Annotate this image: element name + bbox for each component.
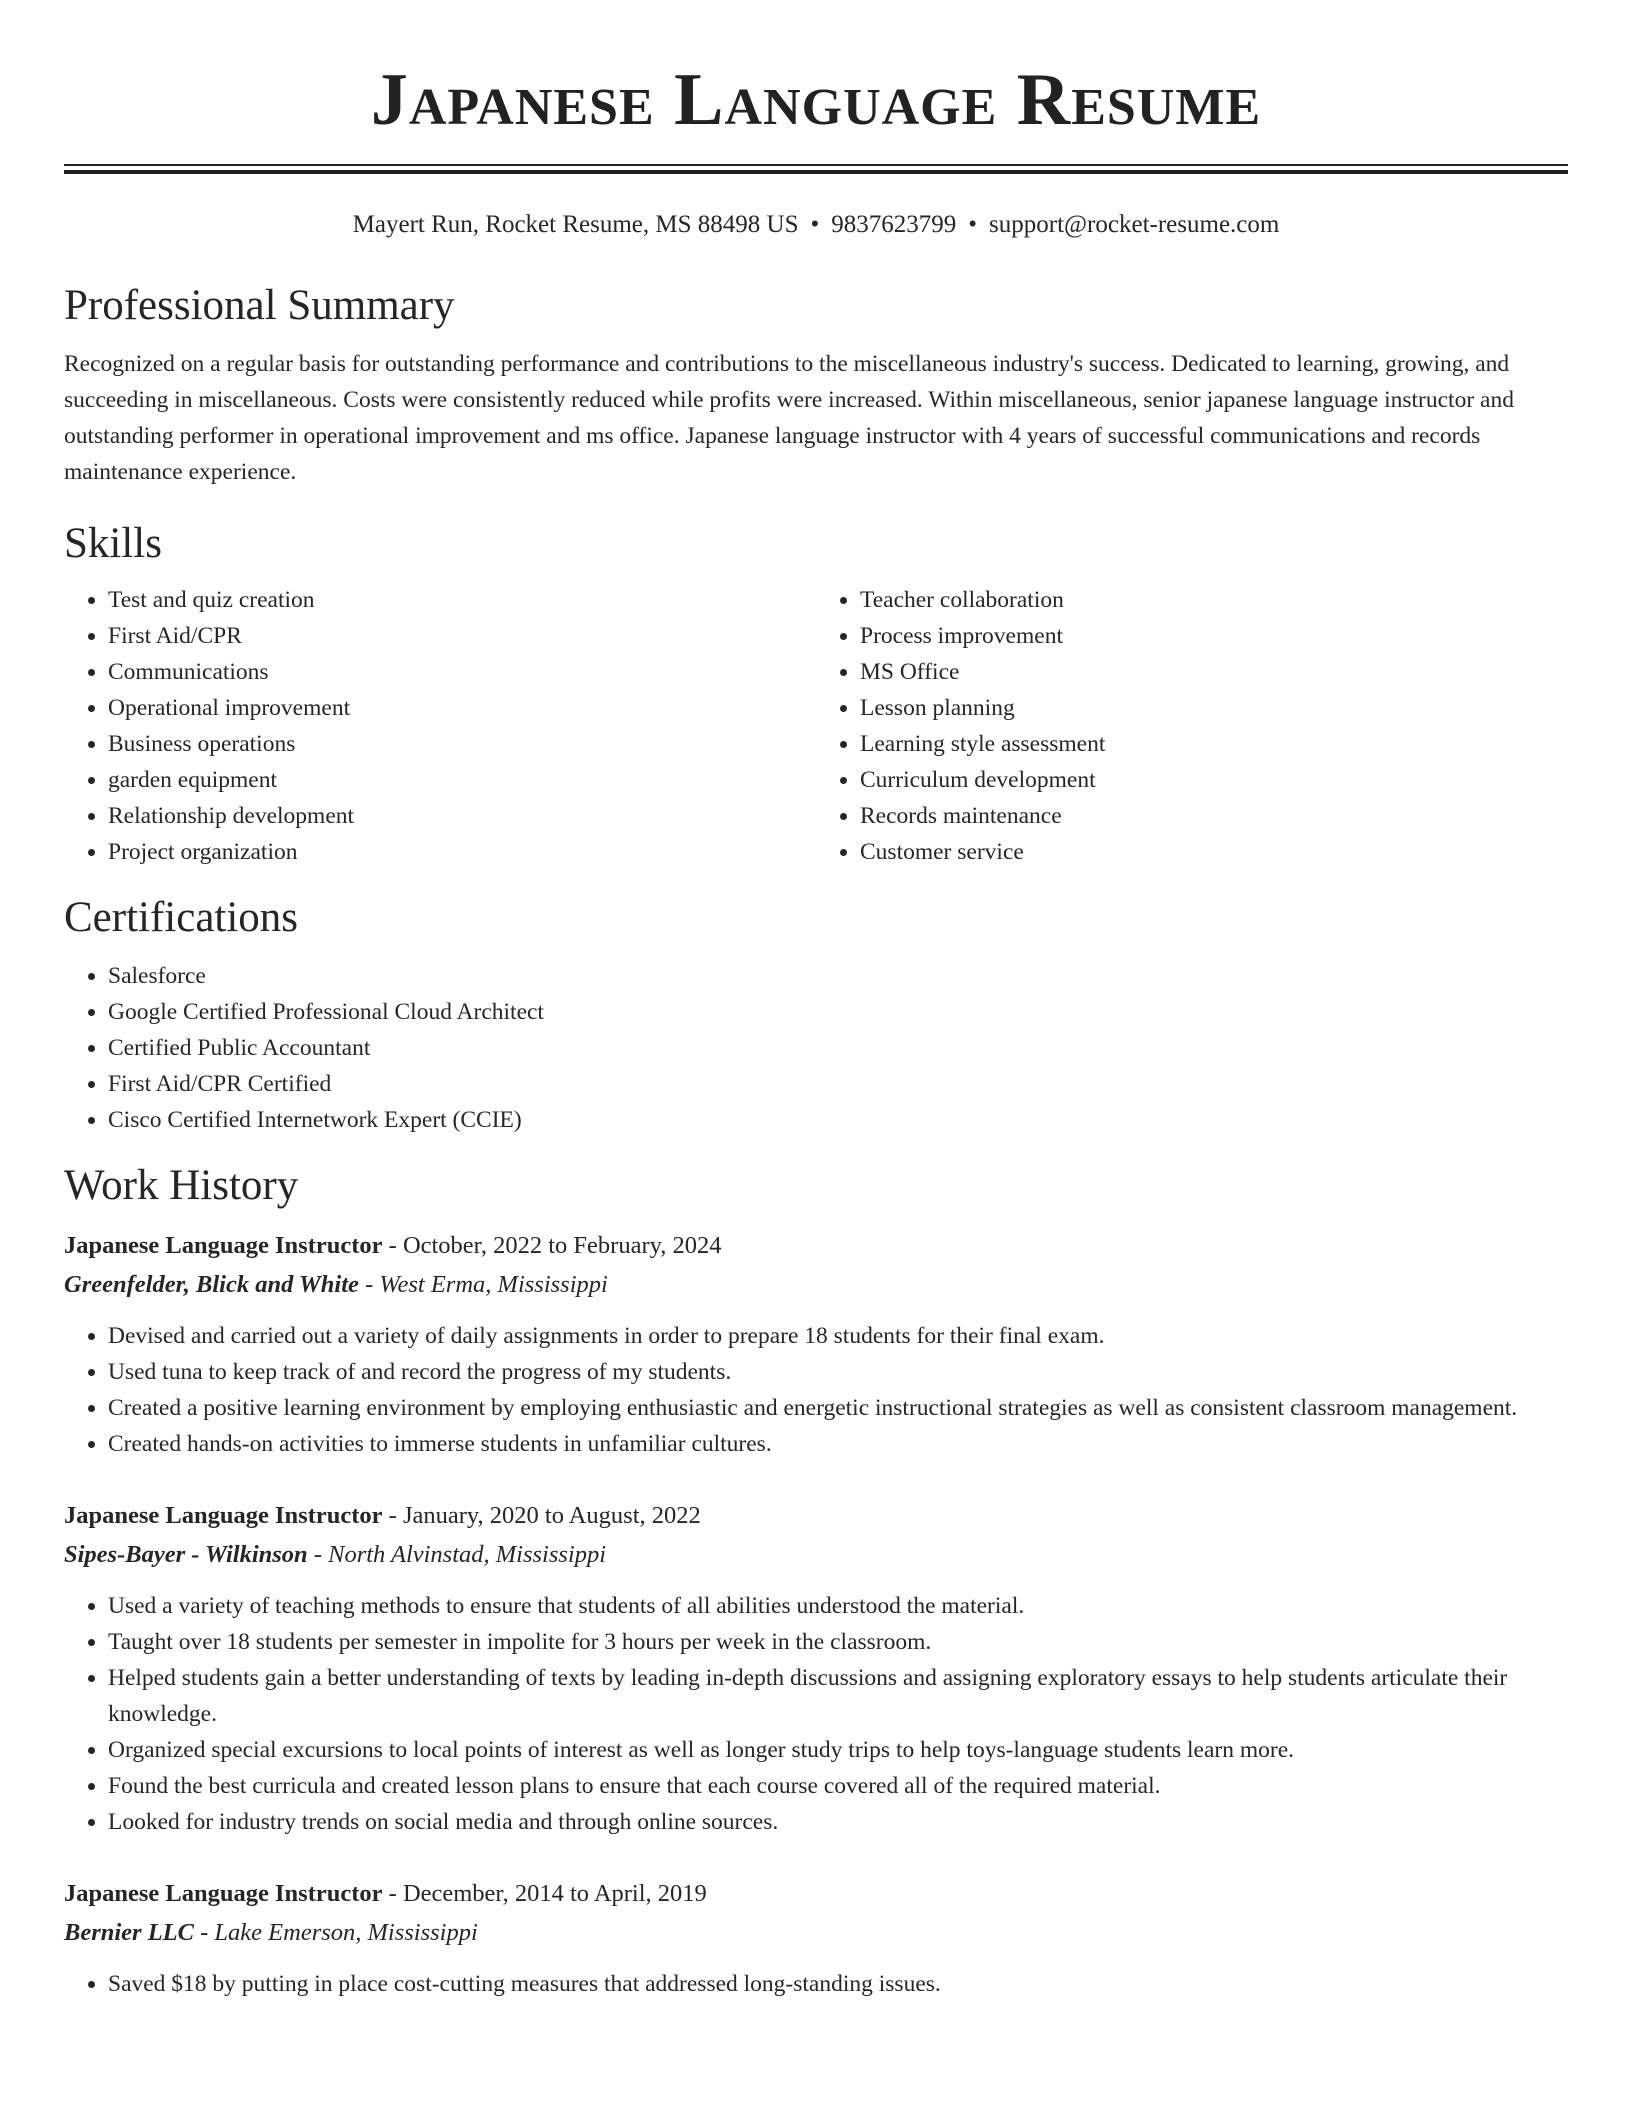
job-entry <box>64 1874 1568 2002</box>
skill-item: • Test and quiz creation <box>108 582 816 618</box>
job-bullet: • Created a positive learning environment by employing enthusiastic and energetic instructional strategies as well as consistent classroom management. <box>108 1390 1568 1426</box>
job-location: North Alvinstad, Mississippi <box>328 1541 607 1568</box>
skill-item: • Business operations <box>108 726 816 762</box>
skill-item: • First Aid/CPR <box>108 618 816 654</box>
job-location: West Erma, Mississippi <box>379 1271 608 1298</box>
certification-item: • Certified Public Accountant <box>108 1030 1568 1066</box>
skill-item: • Relationship development <box>108 798 816 834</box>
work-history-heading: Work History <box>64 1162 299 1209</box>
job-bullet: • Taught over 18 students per semester in impolite for 3 hours per week in the classroom. <box>108 1624 1568 1660</box>
summary-heading: Professional Summary <box>64 282 455 329</box>
job-title: Japanese Language Instructor <box>64 1880 383 1907</box>
job-dates: October, 2022 to February, 2024 <box>402 1232 722 1259</box>
job-location: Lake Emerson, Mississippi <box>214 1919 478 1946</box>
skill-item: • Learning style assessment <box>860 726 1568 762</box>
job-bullet: • Saved $18 by putting in place cost-cutting measures that addressed long-standing issues. <box>108 1966 1568 2002</box>
contact-separator: • <box>810 211 820 238</box>
job-title-line: Japanese Language Instructor - December, 2014 to April, 2019 <box>64 1880 707 1907</box>
job-bullet: • Helped students gain a better understanding of texts by leading in-depth discussions and assigning exploratory essays to help students articulate their knowledge. <box>108 1660 1568 1732</box>
job-company-line: Bernier LLC - Lake Emerson, Mississippi <box>64 1919 478 1946</box>
skill-item: • Curriculum development <box>860 762 1568 798</box>
certification-item: • Google Certified Professional Cloud Architect <box>108 994 1568 1030</box>
job-company-line: Greenfelder, Blick and White - West Erma, Mississippi <box>64 1271 608 1298</box>
skill-item: • Project organization <box>108 834 816 870</box>
skill-item: • Process improvement <box>860 618 1568 654</box>
job-bullet: • Used tuna to keep track of and record the progress of my students. <box>108 1354 1568 1390</box>
job-entry <box>64 1226 1568 1462</box>
contact-address: Mayert Run, Rocket Resume, MS 88498 US <box>352 211 799 238</box>
skills-list-right <box>816 582 1568 870</box>
job-bullet: • Devised and carried out a variety of daily assignments in order to prepare 18 students for their final exam. <box>108 1318 1568 1354</box>
skill-item: • Lesson planning <box>860 690 1568 726</box>
skill-item: • garden equipment <box>108 762 816 798</box>
resume-name: Japanese Language Resume <box>370 59 1262 141</box>
skill-item: • Customer service <box>860 834 1568 870</box>
job-bullets <box>64 1966 1568 2002</box>
job-bullet: • Found the best curricula and created lesson plans to ensure that each course covered all of the required material. <box>108 1768 1568 1804</box>
job-bullet: • Created hands-on activities to immerse students in unfamiliar cultures. <box>108 1426 1568 1462</box>
job-bullet: • Organized special excursions to local points of interest as well as longer study trips to help toys-language students learn more. <box>108 1732 1568 1768</box>
certification-item: • First Aid/CPR Certified <box>108 1066 1568 1102</box>
job-company: Sipes-Bayer - Wilkinson <box>64 1541 308 1568</box>
job-title: Japanese Language Instructor <box>64 1502 383 1529</box>
skills-columns <box>64 582 1568 870</box>
job-bullets <box>64 1588 1568 1840</box>
skill-item: • MS Office <box>860 654 1568 690</box>
job-title-line: Japanese Language Instructor - January, 2020 to August, 2022 <box>64 1502 701 1529</box>
job-bullet: • Used a variety of teaching methods to ensure that students of all abilities understood the material. <box>108 1588 1568 1624</box>
job-entry <box>64 1496 1568 1840</box>
skill-item: • Records maintenance <box>860 798 1568 834</box>
job-dates: January, 2020 to August, 2022 <box>402 1502 701 1529</box>
contact-email: support@rocket-resume.com <box>989 211 1280 238</box>
skill-item: • Operational improvement <box>108 690 816 726</box>
contact-phone: 9837623799 <box>831 211 957 238</box>
skills-list-left <box>64 582 816 870</box>
job-company: Bernier LLC <box>64 1919 194 1946</box>
skill-item: • Teacher collaboration <box>860 582 1568 618</box>
job-title: Japanese Language Instructor <box>64 1232 383 1259</box>
contact-separator: • <box>968 211 978 238</box>
summary-text: Recognized on a regular basis for outstanding performance and contributions to the miscellaneous industry's success. Dedicated to learning, growing, and succeeding in miscellaneous. Costs were consistently reduced while profits were increased. Within miscellaneous, senior japanese language instructor and outstanding performer in operational improvement and ms office. Japanese language instructor with 4 years of successful communications and records maintenance experience. <box>64 351 1514 485</box>
certification-item: • Salesforce <box>108 958 1568 994</box>
skills-heading: Skills <box>64 520 162 567</box>
job-dates: December, 2014 to April, 2019 <box>402 1880 707 1907</box>
contact-line <box>64 208 1568 242</box>
skill-item: • Communications <box>108 654 816 690</box>
job-title-line: Japanese Language Instructor - October, 2022 to February, 2024 <box>64 1232 722 1259</box>
header-rule <box>64 164 1568 174</box>
job-bullets <box>64 1318 1568 1462</box>
certifications-heading: Certifications <box>64 894 299 941</box>
certification-item: • Cisco Certified Internetwork Expert (CCIE) <box>108 1102 1568 1138</box>
job-bullet: • Looked for industry trends on social media and through online sources. <box>108 1804 1568 1840</box>
certifications-list <box>64 958 1568 1138</box>
job-company: Greenfelder, Blick and White <box>64 1271 359 1298</box>
job-company-line: Sipes-Bayer - Wilkinson - North Alvinstad, Mississippi <box>64 1541 607 1568</box>
